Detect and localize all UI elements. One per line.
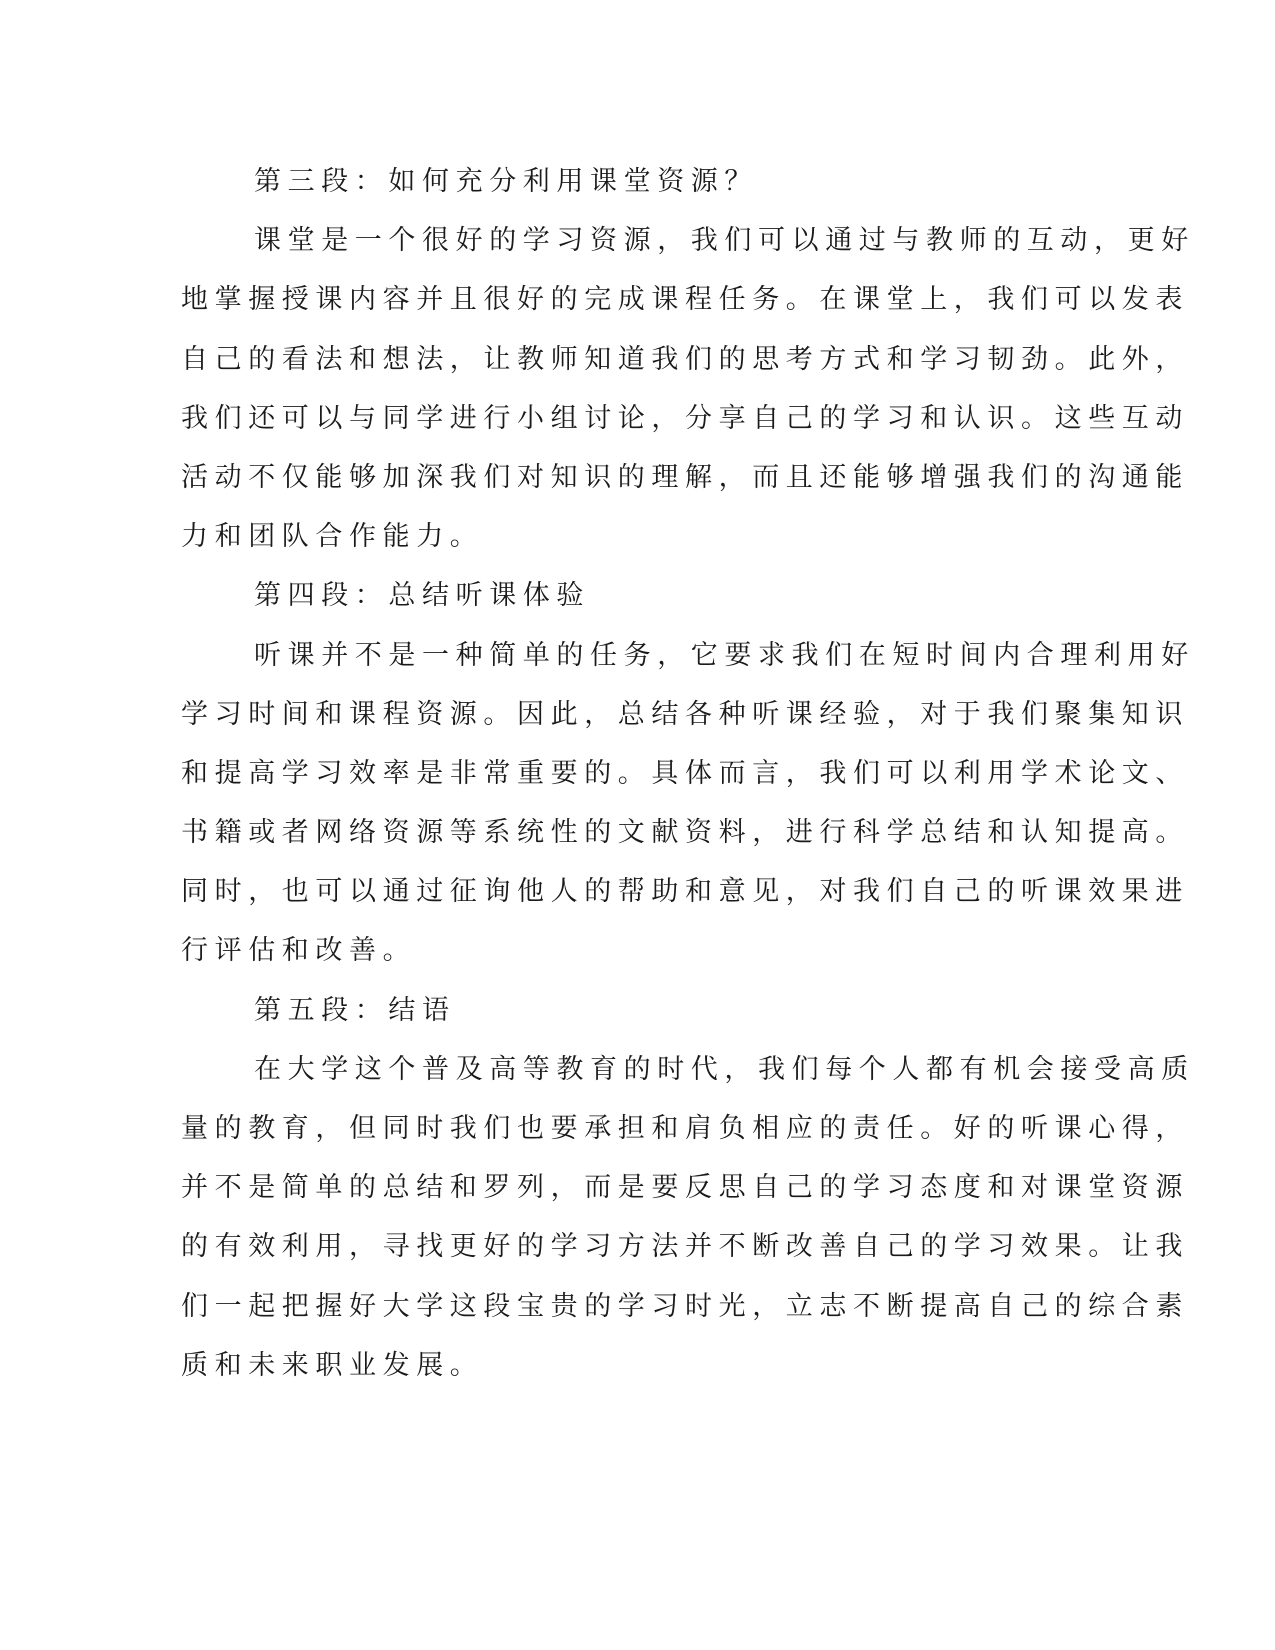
- paragraph-line: 质和未来职业发展。: [181, 1349, 484, 1381]
- paragraph-line: 力和团队合作能力。: [181, 521, 484, 553]
- section-4-heading: 第四段：总结听课体验: [254, 580, 590, 612]
- document-body: [181, 152, 1195, 1395]
- paragraph-line: 的有效利用，寻找更好的学习方法并不断改善自己的学习效果。让我: [181, 1231, 1189, 1263]
- paragraph-line: 地掌握授课内容并且很好的完成课程任务。在课堂上，我们可以发表: [181, 284, 1189, 316]
- paragraph-line: 自己的看法和想法，让教师知道我们的思考方式和学习韧劲。此外，: [181, 343, 1189, 375]
- paragraph-line: 们一起把握好大学这段宝贵的学习时光，立志不断提高自己的综合素: [181, 1290, 1189, 1322]
- paragraph-line: 活动不仅能够加深我们对知识的理解，而且还能够增强我们的沟通能: [181, 461, 1189, 493]
- section-5-heading: 第五段：结语: [254, 994, 456, 1026]
- paragraph-line: 在大学这个普及高等教育的时代，我们每个人都有机会接受高质: [254, 1053, 1195, 1085]
- section-3-heading: 第三段：如何充分利用课堂资源？: [254, 166, 758, 197]
- paragraph-line: 并不是简单的总结和罗列，而是要反思自己的学习态度和对课堂资源: [181, 1172, 1189, 1204]
- paragraph-line: 我们还可以与同学进行小组讨论，分享自己的学习和认识。这些互动: [181, 402, 1189, 434]
- paragraph-line: 书籍或者网络资源等系统性的文献资料，进行科学总结和认知提高。: [181, 817, 1189, 849]
- paragraph-line: 听课并不是一种简单的任务，它要求我们在短时间内合理利用好: [254, 639, 1195, 671]
- paragraph-line: 行评估和改善。: [181, 935, 417, 967]
- paragraph-line: 和提高学习效率是非常重要的。具体而言，我们可以利用学术论文、: [181, 757, 1189, 789]
- paragraph-line: 同时，也可以通过征询他人的帮助和意见，对我们自己的听课效果进: [181, 876, 1189, 908]
- paragraph-line: 课堂是一个很好的学习资源，我们可以通过与教师的互动，更好: [254, 225, 1195, 257]
- paragraph-line: 学习时间和课程资源。因此，总结各种听课经验，对于我们聚集知识: [181, 698, 1189, 730]
- paragraph-line: 量的教育，但同时我们也要承担和肩负相应的责任。好的听课心得，: [181, 1113, 1189, 1144]
